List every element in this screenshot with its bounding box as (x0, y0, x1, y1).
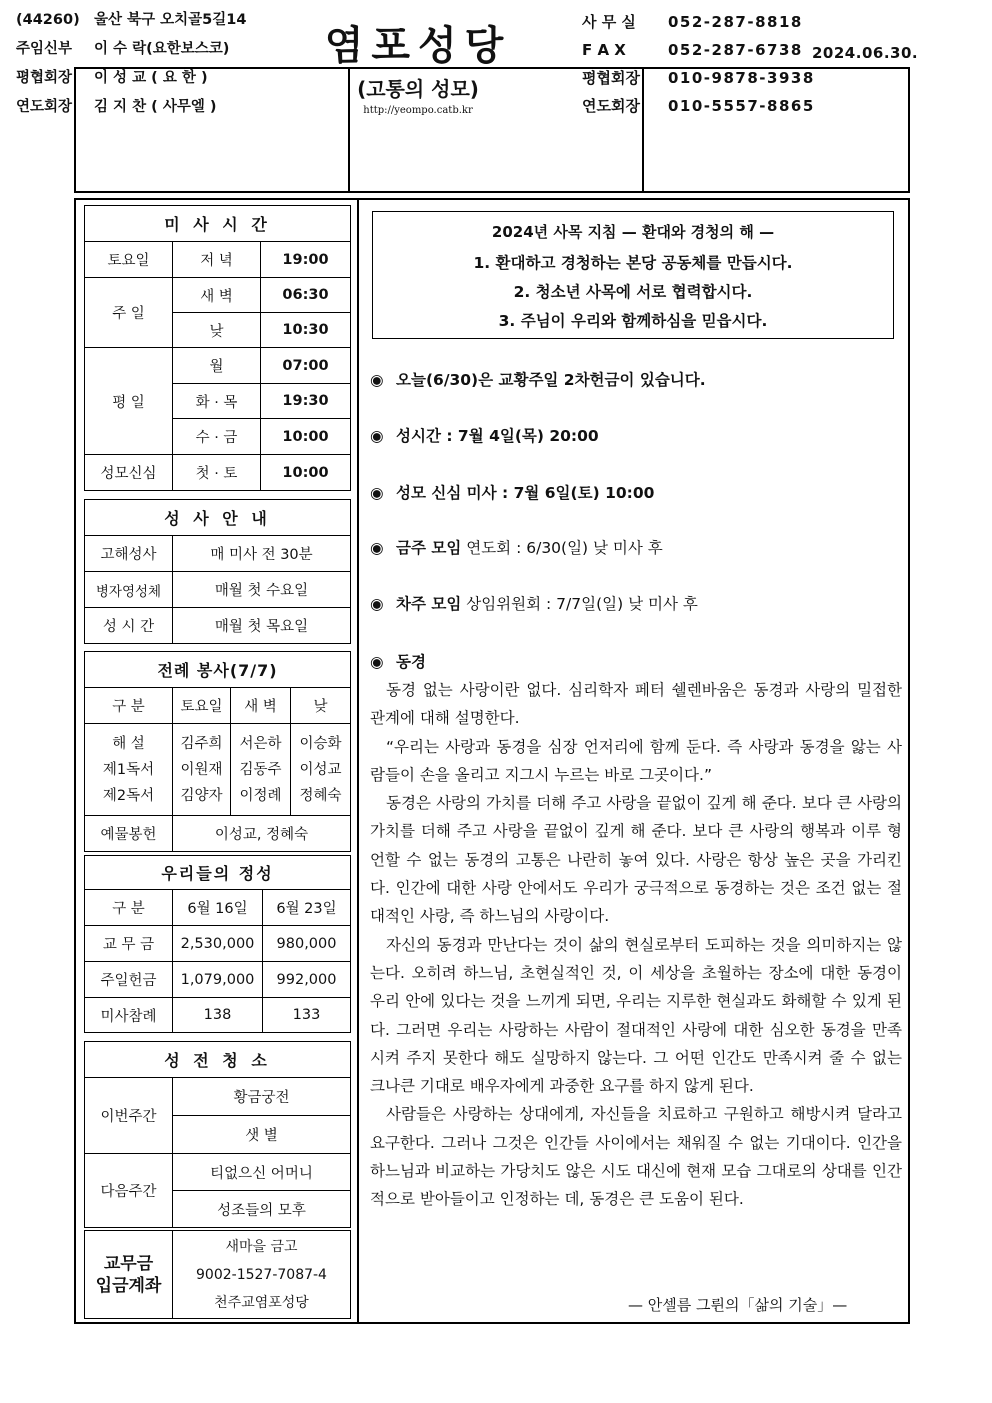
sunday-dawn-time: 06:30 (261, 278, 351, 313)
cleaning-next-week-label: 다음주간 (85, 1154, 173, 1228)
weekday-wed-fri-time: 10:00 (261, 419, 351, 455)
church-subtitle: (고통의 성모) (357, 77, 479, 101)
dawn-commentator: 서은하 (239, 735, 282, 752)
attendance-label: 미사참례 (85, 998, 173, 1033)
notice-next-week-meeting (370, 592, 698, 614)
sacrament-title: 성 사 안 내 (85, 500, 351, 536)
header-contacts-right (582, 8, 815, 120)
postal-code: (44260) (16, 12, 80, 28)
sick-communion-label: 병자영성체 (85, 572, 173, 608)
mass-schedule-table (84, 205, 351, 491)
role-reader1: 제1독서 (102, 761, 155, 778)
sacrament-table (84, 499, 351, 644)
sunday-collection-label: 주일헌금 (85, 962, 173, 998)
saturday-time-label: 저 녁 (173, 242, 261, 278)
council-name: 이 성 교 ( 요 한 ) (94, 70, 208, 86)
role-reader2: 제2독서 (102, 787, 155, 804)
dawn-reader1: 김동주 (239, 761, 282, 778)
offerings-header-week2: 6월 23일 (263, 890, 351, 926)
noon-reader1: 이성교 (299, 761, 342, 778)
bullet-icon: ◉ (370, 484, 384, 502)
role-commentator: 해 설 (112, 735, 145, 752)
fax-number: 052-287-6738 (668, 41, 803, 59)
noon-reader2: 정혜숙 (299, 787, 342, 804)
account-details (173, 1231, 351, 1319)
account-label-line2: 입금계좌 (95, 1275, 162, 1296)
account-number: 9002-1527-7087-4 (196, 1266, 327, 1283)
prayer-name: 김 지 찬 ( 사무엘 ) (94, 99, 217, 115)
cleaning-next-group2: 성조들의 모후 (173, 1191, 351, 1228)
prayer-phone-row (582, 92, 815, 120)
offerings-header-category: 구 분 (85, 890, 173, 926)
account-table (84, 1230, 351, 1319)
pastor-label: 주임신부 (16, 41, 73, 57)
cleaning-this-week-label: 이번주간 (85, 1078, 173, 1154)
liturgy-header-noon: 낮 (291, 688, 351, 724)
pastor-name: 이 수 락(요한보스코) (94, 41, 230, 57)
church-title-block (284, 0, 552, 122)
cleaning-next-group1: 티없으신 어머니 (173, 1154, 351, 1191)
prayer-row (16, 93, 246, 122)
bullet-icon: ◉ (370, 427, 384, 445)
council-row (16, 64, 246, 93)
saturday-reader2: 김양자 (180, 787, 223, 804)
account-label-line1: 교무금 (103, 1253, 154, 1274)
liturgy-header-dawn: 새 벽 (231, 688, 291, 724)
council-phone: 010-9878-3938 (668, 69, 815, 87)
office-phone-row (582, 8, 815, 36)
liturgy-saturday-column (173, 724, 231, 816)
fax-row (582, 36, 815, 64)
office-label: 사 무 실 (582, 13, 636, 31)
confession-value: 매 미사 전 30분 (173, 536, 351, 572)
bullet-icon: ◉ (370, 371, 384, 389)
marian-time: 10:00 (261, 455, 351, 491)
saturday-label: 토요일 (85, 242, 173, 278)
account-label (85, 1231, 173, 1319)
essay-paragraph-1: 동경 없는 사랑이란 없다. 심리학자 페터 쉘렌바움은 동경과 사랑의 밀접한 관계에 대해 설명한다. (370, 681, 902, 728)
noon-commentator: 이승화 (299, 735, 342, 752)
tithe-label: 교 무 금 (85, 926, 173, 962)
fax-label: F A X (582, 41, 626, 59)
sunday-dawn-label: 새 벽 (173, 278, 261, 313)
essay-paragraph-5: 사람들은 사랑하는 상대에게, 자신들을 치료하고 구원하고 해방시켜 달라고 요구한다. 그러나 그것은 인간들 사이에서는 채워질 수 없는 기대이다. 인간을 하느님과 비교하는 가당치도 않은 시도 대신에 현재 모습 그대로의 상대를 인간적으로 받아들이고 인정하는 데, 동경은 큰 도움이 된다. (370, 1105, 902, 1209)
prayer-label: 연도회장 (16, 99, 73, 115)
pastoral-goals-box (372, 211, 894, 339)
cleaning-this-group1: 황금궁전 (173, 1078, 351, 1116)
cleaning-this-group2: 샛 별 (173, 1116, 351, 1154)
church-url-link[interactable]: http://yeompo.catb.kr (363, 105, 473, 116)
notice-collection-text: 오늘(6/30)은 교황주일 2차헌금이 있습니다. (396, 371, 706, 389)
header-info-left (16, 6, 246, 122)
church-name: 염포성당 (324, 23, 512, 69)
this-week-meeting-label: 금주 모임 (396, 539, 462, 557)
council-label: 평협회장 (16, 70, 73, 86)
offerings-header-week1: 6월 16일 (173, 890, 263, 926)
tithe-week1: 2,530,000 (173, 926, 263, 962)
address: 울산 북구 오치골5길14 (94, 12, 247, 28)
bullet-icon: ◉ (370, 539, 384, 557)
pastoral-goal-2: 2. 청소년 사목에 서로 협력합시다. (513, 283, 753, 301)
sick-communion-value: 매월 첫 수요일 (173, 572, 351, 608)
liturgy-noon-column (291, 724, 351, 816)
notice-holy-hour-text: 성시간 : 7월 4일(목) 20:00 (396, 427, 599, 445)
prayer-phone: 010-5557-8865 (668, 97, 815, 115)
account-bank: 새마을 금고 (225, 1238, 298, 1255)
essay-paragraph-2: “우리는 사랑과 동경을 심장 언저리에 함께 둔다. 즉 사랑과 동경을 앓는 사람들이 손을 올리고 지그시 누르는 바로 그곳이다.” (370, 737, 902, 784)
council-phone-row (582, 64, 815, 92)
holy-hour-value: 매월 첫 목요일 (173, 608, 351, 644)
essay-title: 동경 (396, 653, 426, 671)
liturgy-header-saturday: 토요일 (173, 688, 231, 724)
notice-holy-hour (370, 424, 599, 446)
confession-label: 고해성사 (85, 536, 173, 572)
pastoral-goal-1: 1. 환대하고 경청하는 본당 공동체를 만듭시다. (473, 254, 793, 272)
weekday-label: 평 일 (85, 348, 173, 455)
bullet-icon: ◉ (370, 653, 384, 671)
issue-date: 2024.06.30. (812, 44, 919, 62)
marian-time-label: 첫 · 토 (173, 455, 261, 491)
offering-label: 예물봉헌 (85, 816, 173, 852)
sunday-label: 주 일 (85, 278, 173, 348)
offerings-table (84, 855, 351, 1033)
weekday-tue-thu-label: 화 · 목 (173, 384, 261, 419)
essay-heading (370, 650, 426, 672)
marian-label: 성모신심 (85, 455, 173, 491)
pastoral-goal-3: 3. 주님이 우리와 함께하심을 믿읍시다. (498, 312, 768, 330)
attendance-week2: 133 (263, 998, 351, 1033)
saturday-time: 19:00 (261, 242, 351, 278)
pastor-row (16, 35, 246, 64)
notice-collection (370, 368, 706, 390)
office-phone: 052-287-8818 (668, 13, 803, 31)
dawn-reader2: 이정례 (239, 787, 282, 804)
sunday-collection-week1: 1,079,000 (173, 962, 263, 998)
saturday-reader1: 이원재 (180, 761, 223, 778)
church-cleaning-table (84, 1041, 351, 1228)
liturgy-service-table (84, 651, 351, 852)
essay-paragraph-3: 동경은 사랑의 가치를 더해 주고 사랑을 끝없이 깊게 해 준다. 보다 큰 사랑의 가치를 더해 주고 사랑을 끝없이 깊게 해 준다. 보다 큰 사랑의 행복과 이루 형언할 수 없는 동경의 고통은 나란히 놓여 있다. 사랑은 항상 높은 곳을 가리킨다. 인간에 대한 사랑 안에서도 우리가 궁극적으로 동경하는 것은 조건 없는 절대적인 사랑, 즉 하느님의 사랑이다. (370, 794, 902, 926)
sunday-collection-week2: 992,000 (263, 962, 351, 998)
prayer-phone-label: 연도회장 (582, 97, 640, 115)
bullet-icon: ◉ (370, 595, 384, 613)
pastoral-goals-title: 2024년 사목 지침 — 환대와 경청의 해 — (491, 223, 775, 241)
address-row (16, 6, 246, 35)
essay-body (370, 676, 902, 1214)
notice-marian-mass-text: 성모 신심 미사 : 7월 6일(토) 10:00 (396, 484, 655, 502)
next-week-meeting-label: 차주 모임 (396, 595, 462, 613)
sunday-noon-label: 낮 (173, 313, 261, 348)
this-week-meeting-detail: 연도회 : 6/30(일) 낮 미사 후 (466, 539, 663, 557)
council-phone-label: 평협회장 (582, 69, 640, 87)
liturgy-header-category: 구 분 (85, 688, 173, 724)
liturgy-dawn-column (231, 724, 291, 816)
sunday-noon-time: 10:30 (261, 313, 351, 348)
weekday-wed-fri-label: 수 · 금 (173, 419, 261, 455)
notice-this-week-meeting (370, 536, 663, 558)
tithe-week2: 980,000 (263, 926, 351, 962)
mass-schedule-title: 미 사 시 간 (85, 206, 351, 242)
holy-hour-label: 성 시 간 (85, 608, 173, 644)
saturday-commentator: 김주희 (180, 735, 223, 752)
weekday-tue-thu-time: 19:30 (261, 384, 351, 419)
essay-source: — 안셀름 그륀의「삶의 기술」— (628, 1296, 848, 1314)
next-week-meeting-detail: 상임위원회 : 7/7일(일) 낮 미사 후 (466, 595, 698, 613)
weekday-mon-time: 07:00 (261, 348, 351, 384)
notice-marian-mass (370, 481, 654, 503)
essay-paragraph-4: 자신의 동경과 만난다는 것이 삶의 현실로부터 도피하는 것을 의미하지는 않는다. 오히려 하느님, 초현실적인 것, 이 세상을 초월하는 장소에 대한 동경이 우리 안에 있다는 것을 느끼게 되면, 우리는 지루한 현실과도 화해할 수 있게 된다. 그러면 우리는 사랑하는 사람이 절대적인 사랑에 대한 심오한 동경을 만족시켜 주지 못한다 해도 실망하지 않는다. 그 어떤 인간도 만족시켜 줄 수 없는 크나큰 기대로 배우자에게 과중한 요구를 하지 않게 된다. (370, 935, 902, 1096)
account-holder: 천주교염포성당 (214, 1294, 309, 1311)
attendance-week1: 138 (173, 998, 263, 1033)
liturgy-title: 전례 봉사(7/7) (85, 652, 351, 688)
offerings-title: 우리들의 정성 (85, 856, 351, 890)
cleaning-title: 성 전 청 소 (85, 1042, 351, 1078)
offering-value: 이성교, 정혜숙 (173, 816, 351, 852)
liturgy-roles (85, 724, 173, 816)
weekday-mon-label: 월 (173, 348, 261, 384)
